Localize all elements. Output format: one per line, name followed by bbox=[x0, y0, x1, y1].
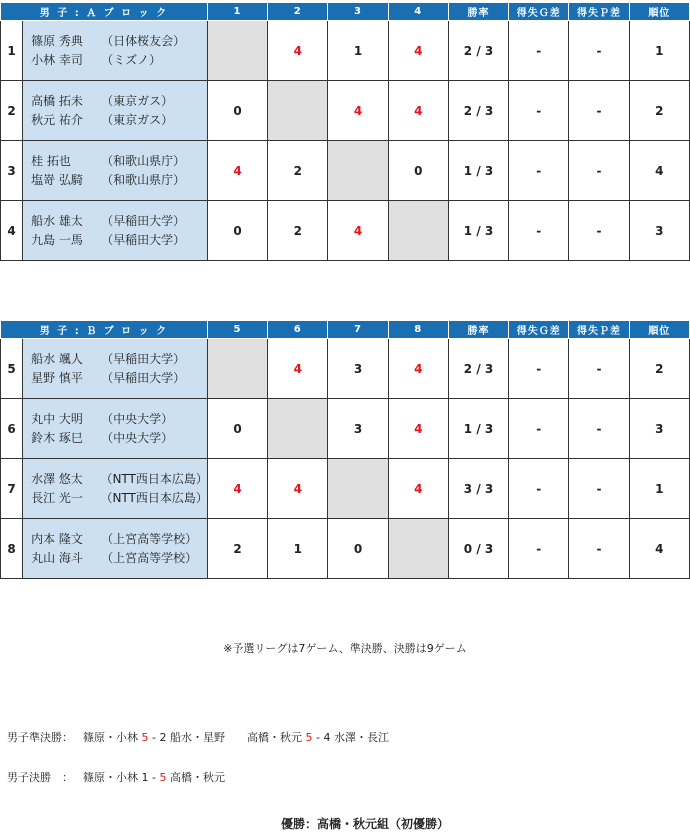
point-diff-cell: - bbox=[569, 141, 629, 201]
player-line bbox=[31, 152, 207, 171]
player-line bbox=[31, 549, 207, 568]
player-name: 内本 隆文 bbox=[31, 531, 83, 546]
pair-number: 2 bbox=[1, 81, 23, 141]
game-diff-cell: - bbox=[509, 519, 569, 579]
point-diff-cell: - bbox=[569, 339, 629, 399]
table-row bbox=[1, 399, 690, 459]
game-diff-cell: - bbox=[509, 81, 569, 141]
champion-text: 優勝：高橋・秋元組（初優勝） bbox=[280, 817, 449, 831]
point-diff-cell: - bbox=[569, 459, 629, 519]
pair-names bbox=[23, 459, 208, 519]
column-header-stat: 勝率 bbox=[448, 321, 508, 339]
self-match-cell bbox=[328, 459, 388, 519]
rank-cell: 1 bbox=[629, 459, 689, 519]
player-name: 水澤 悠太 bbox=[31, 471, 83, 486]
pair-number: 5 bbox=[1, 339, 23, 399]
player-team: （早稲田大学） bbox=[101, 213, 186, 228]
column-header-stat: 勝率 bbox=[448, 3, 508, 21]
match-score-cell: 0 bbox=[207, 399, 267, 459]
pair-names bbox=[23, 339, 208, 399]
table-header-row bbox=[1, 3, 690, 21]
table-row bbox=[1, 201, 690, 261]
point-diff-cell: - bbox=[569, 519, 629, 579]
block-title: 男 子 : Ａ ブ ロ ッ ク bbox=[1, 3, 208, 21]
pair-names bbox=[23, 141, 208, 201]
rank-cell: 4 bbox=[629, 141, 689, 201]
pair-names bbox=[23, 81, 208, 141]
table-row bbox=[1, 141, 690, 201]
match-score-cell: 0 bbox=[207, 201, 267, 261]
rank-cell: 2 bbox=[629, 81, 689, 141]
pair-number: 4 bbox=[1, 201, 23, 261]
pair-number: 7 bbox=[1, 459, 23, 519]
player-line bbox=[31, 470, 207, 489]
win-rate-cell: 1 / 3 bbox=[448, 141, 508, 201]
player-team: （上宮高等学校） bbox=[101, 531, 198, 546]
column-header-opponent: 4 bbox=[388, 3, 448, 21]
match-score-cell: 4 bbox=[388, 81, 448, 141]
semifinal-2-score-b: 4 bbox=[323, 731, 331, 744]
player-team: （上宮高等学校） bbox=[101, 550, 198, 565]
win-rate-cell: 2 / 3 bbox=[448, 339, 508, 399]
point-diff-cell: - bbox=[569, 399, 629, 459]
player-line bbox=[31, 171, 207, 190]
player-name: 九島 一馬 bbox=[31, 232, 83, 247]
win-rate-cell: 2 / 3 bbox=[448, 21, 508, 81]
player-team: （ミズノ） bbox=[101, 52, 162, 67]
match-score-cell: 4 bbox=[268, 459, 328, 519]
semifinal-2-team-b: 水澤・長江 bbox=[333, 731, 389, 744]
match-score-cell: 3 bbox=[328, 339, 388, 399]
pair-number: 6 bbox=[1, 399, 23, 459]
win-rate-cell: 2 / 3 bbox=[448, 81, 508, 141]
match-score-cell: 4 bbox=[388, 399, 448, 459]
column-header-opponent: 7 bbox=[328, 321, 388, 339]
final-score-a: 1 bbox=[141, 771, 149, 784]
semifinal-label: 男子準決勝： bbox=[7, 731, 73, 744]
semifinal-1-team-b: 船水・星野 bbox=[169, 731, 225, 744]
player-line bbox=[31, 350, 207, 369]
semifinal-1-team-a: 篠原・小林 bbox=[83, 731, 138, 744]
table-row bbox=[1, 339, 690, 399]
player-team: （東京ガス） bbox=[101, 112, 174, 127]
column-header-stat: 得失Ｐ差 bbox=[569, 321, 629, 339]
player-name: 桂 拓也 bbox=[31, 153, 71, 168]
player-line bbox=[31, 32, 207, 51]
win-rate-cell: 0 / 3 bbox=[448, 519, 508, 579]
rank-cell: 2 bbox=[629, 339, 689, 399]
semifinal-2-team-a: 高橋・秋元 bbox=[246, 731, 302, 744]
self-match-cell bbox=[388, 519, 448, 579]
match-score-cell: 4 bbox=[207, 141, 267, 201]
rank-cell: 3 bbox=[629, 399, 689, 459]
pair-names bbox=[23, 399, 208, 459]
win-rate-cell: 1 / 3 bbox=[448, 399, 508, 459]
table-row bbox=[1, 459, 690, 519]
player-name: 星野 慎平 bbox=[31, 370, 83, 385]
match-score-cell: 4 bbox=[388, 459, 448, 519]
pair-names bbox=[23, 519, 208, 579]
player-name: 秋元 祐介 bbox=[31, 112, 83, 127]
match-score-cell: 0 bbox=[328, 519, 388, 579]
player-line bbox=[31, 231, 207, 250]
column-header-opponent: 8 bbox=[388, 321, 448, 339]
match-score-cell: 4 bbox=[388, 21, 448, 81]
player-team: （和歌山県庁） bbox=[101, 153, 186, 168]
table-row bbox=[1, 81, 690, 141]
match-score-cell: 4 bbox=[268, 339, 328, 399]
column-header-stat: 順位 bbox=[629, 321, 689, 339]
game-diff-cell: - bbox=[509, 141, 569, 201]
final-team-b: 高橋・秋元 bbox=[169, 771, 225, 784]
point-diff-cell: - bbox=[569, 201, 629, 261]
self-match-cell bbox=[268, 399, 328, 459]
player-team: （早稲田大学） bbox=[101, 370, 186, 385]
rank-cell: 1 bbox=[629, 21, 689, 81]
match-score-cell: 4 bbox=[207, 459, 267, 519]
player-line bbox=[31, 92, 207, 111]
player-line bbox=[31, 410, 207, 429]
player-team: （早稲田大学） bbox=[101, 351, 186, 366]
semifinal-1-score-a: 5 bbox=[141, 731, 149, 744]
player-line bbox=[31, 111, 207, 130]
player-name: 丸中 大明 bbox=[31, 411, 83, 426]
column-header-stat: 順位 bbox=[629, 3, 689, 21]
semifinal-2-separator: - bbox=[315, 731, 320, 744]
match-score-cell: 2 bbox=[268, 201, 328, 261]
pair-names bbox=[23, 201, 208, 261]
final-result bbox=[0, 756, 225, 785]
semifinal-2-score-a: 5 bbox=[305, 731, 313, 744]
pair-number: 1 bbox=[1, 21, 23, 81]
game-diff-cell: - bbox=[509, 459, 569, 519]
game-diff-cell: - bbox=[509, 339, 569, 399]
match-score-cell: 4 bbox=[328, 81, 388, 141]
match-score-cell: 4 bbox=[388, 339, 448, 399]
game-format-note: ※予選リーグは7ゲーム、準決勝、決勝は9ゲーム bbox=[223, 642, 467, 655]
match-score-cell: 3 bbox=[328, 399, 388, 459]
table-header-row bbox=[1, 321, 690, 339]
rank-cell: 4 bbox=[629, 519, 689, 579]
semifinal-1-score-b: 2 bbox=[159, 731, 167, 744]
column-header-opponent: 5 bbox=[207, 321, 267, 339]
player-team: （日体桜友会） bbox=[101, 33, 186, 48]
final-team-a: 篠原・小林 bbox=[83, 771, 138, 784]
player-name: 鈴木 琢巳 bbox=[31, 430, 83, 445]
match-score-cell: 4 bbox=[328, 201, 388, 261]
match-score-cell: 4 bbox=[268, 21, 328, 81]
player-name: 長江 光一 bbox=[31, 490, 83, 505]
match-score-cell: 2 bbox=[268, 141, 328, 201]
column-header-opponent: 3 bbox=[328, 3, 388, 21]
final-score-b: 5 bbox=[159, 771, 167, 784]
column-header-stat: 得失Ｇ差 bbox=[509, 3, 569, 21]
rank-cell: 3 bbox=[629, 201, 689, 261]
league-table-block-2 bbox=[0, 320, 690, 579]
column-header-opponent: 1 bbox=[207, 3, 267, 21]
column-header-opponent: 2 bbox=[268, 3, 328, 21]
player-team: （中央大学） bbox=[101, 430, 174, 445]
player-line bbox=[31, 369, 207, 388]
self-match-cell bbox=[268, 81, 328, 141]
player-team: （中央大学） bbox=[101, 411, 174, 426]
block-title: 男 子 : Ｂ ブ ロ ッ ク bbox=[1, 321, 208, 339]
table-row bbox=[1, 21, 690, 81]
player-line bbox=[31, 489, 207, 508]
point-diff-cell: - bbox=[569, 21, 629, 81]
player-team: （NTT西日本広島） bbox=[100, 490, 208, 505]
player-line bbox=[31, 51, 207, 70]
match-score-cell: 0 bbox=[207, 81, 267, 141]
final-separator: - bbox=[152, 771, 156, 784]
game-diff-cell: - bbox=[509, 21, 569, 81]
column-header-stat: 得失Ｐ差 bbox=[569, 3, 629, 21]
semifinal-results bbox=[0, 716, 389, 745]
game-diff-cell: - bbox=[509, 399, 569, 459]
self-match-cell bbox=[388, 201, 448, 261]
match-score-cell: 1 bbox=[268, 519, 328, 579]
player-name: 船水 雄太 bbox=[31, 213, 83, 228]
player-line bbox=[31, 429, 207, 448]
self-match-cell bbox=[328, 141, 388, 201]
match-score-cell: 2 bbox=[207, 519, 267, 579]
pair-names bbox=[23, 21, 208, 81]
player-name: 篠原 秀典 bbox=[31, 33, 83, 48]
player-name: 高橋 拓未 bbox=[31, 93, 83, 108]
self-match-cell bbox=[207, 21, 267, 81]
player-line bbox=[31, 530, 207, 549]
league-table-block-1 bbox=[0, 2, 690, 261]
player-name: 丸山 海斗 bbox=[31, 550, 83, 565]
table-row bbox=[1, 519, 690, 579]
pair-number: 8 bbox=[1, 519, 23, 579]
player-name: 船水 颯人 bbox=[31, 351, 83, 366]
final-label: 男子決勝 ： bbox=[7, 771, 73, 784]
win-rate-cell: 1 / 3 bbox=[448, 201, 508, 261]
match-score-cell: 0 bbox=[388, 141, 448, 201]
column-header-opponent: 6 bbox=[268, 321, 328, 339]
win-rate-cell: 3 / 3 bbox=[448, 459, 508, 519]
player-team: （NTT西日本広島） bbox=[100, 471, 208, 486]
game-diff-cell: - bbox=[509, 201, 569, 261]
semifinal-1-separator: - bbox=[152, 731, 156, 744]
player-name: 塩嵜 弘騎 bbox=[31, 172, 83, 187]
player-line bbox=[31, 212, 207, 231]
player-team: （早稲田大学） bbox=[101, 232, 186, 247]
player-team: （和歌山県庁） bbox=[101, 172, 186, 187]
column-header-stat: 得失Ｇ差 bbox=[509, 321, 569, 339]
player-name: 小林 幸司 bbox=[31, 52, 83, 67]
point-diff-cell: - bbox=[569, 81, 629, 141]
pair-number: 3 bbox=[1, 141, 23, 201]
player-team: （東京ガス） bbox=[101, 93, 174, 108]
match-score-cell: 1 bbox=[328, 21, 388, 81]
self-match-cell bbox=[207, 339, 267, 399]
